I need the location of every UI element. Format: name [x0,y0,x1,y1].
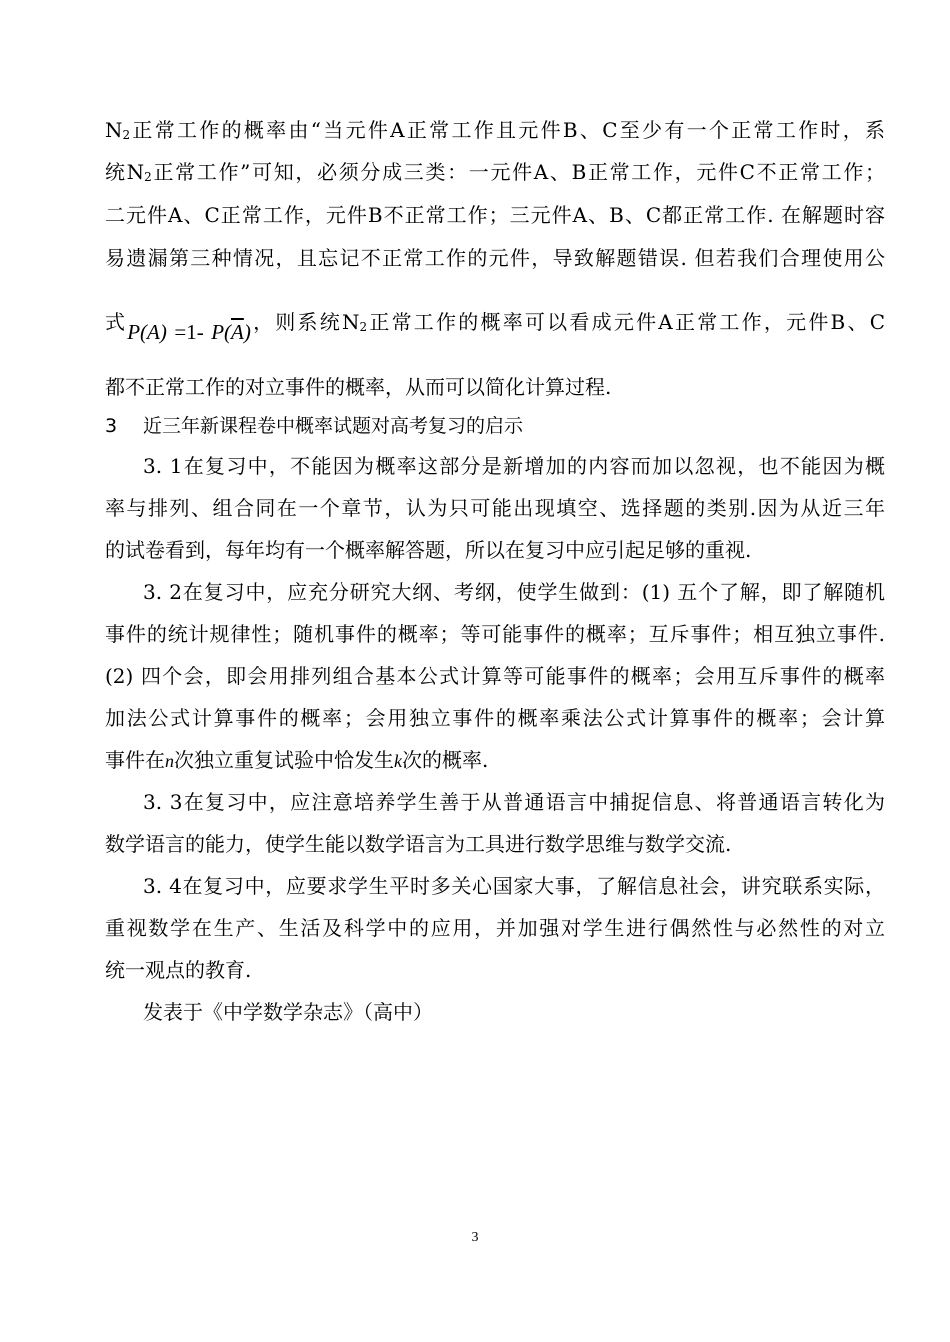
p32-line2: 事件的统计规律性；随机事件的概率；等可能事件的概率；互斥事件；相互独立事件. [105,622,885,646]
text: 正常工作的概率可以看成元件A正常工作，元件B、C [367,310,886,334]
publication-note: 发表于《中学数学杂志》（高中） [143,1000,433,1024]
para1-line4: 易遗漏第三种情况，且忘记不正常工作的元件，导致解题错误. 但若我们合理使用公 [105,246,885,270]
variable-k: k [394,751,402,771]
p31-line1: 3. 1在复习中，不能因为概率这部分是新增加的内容而加以忽视，也不能因为概 [143,454,885,478]
p33-line2: 数学语言的能力，使学生能以数学语言为工具进行数学思维与数学交流. [105,832,732,856]
p32-line1: 3. 2在复习中，应充分研究大纲、考纲，使学生做到：(1) 五个了解，即了解随机 [143,580,885,604]
formula-a-complement: $\overline{A}$ [231,320,244,344]
p34-line3: 统一观点的教育. [105,958,252,982]
p32-line3: (2) 四个会，即会用排列组合基本公式计算等可能事件的概率；会用互斥事件的概率 [105,664,885,688]
variable-n: n [165,751,174,771]
para1-line1 [105,110,885,150]
formula-p: P( [211,320,232,344]
text: 正常工作”可知，必须分成三类：一元件A、B正常工作，元件C不正常工作； [151,160,885,184]
section-number: 3 [105,415,118,437]
section-title: 近三年新课程卷中概率试题对高考复习的启示 [143,415,524,437]
text: 次独立重复试验中恰发生 [174,748,394,772]
subscript: 2 [122,128,131,142]
p34-line1: 3. 4在复习中，应要求学生平时多关心国家大事，了解信息社会，讲究联系实际， [143,874,885,898]
p32-line4: 加法公式计算事件的概率；会用独立事件的概率乘法公式计算事件的概率；会计算 [105,706,885,730]
text: 次的概率. [402,748,489,772]
text-n: N [105,118,123,142]
formula-eq: =1- [166,320,212,344]
p31-line3: 的试卷看到，每年均有一个概率解答题，所以在复习中应引起足够的重视. [105,538,752,562]
text: ，则系统N [250,310,360,334]
section-heading [105,406,885,446]
p31-line2: 率与排列、组合同在一个章节，认为只可能出现填空、选择题的类别.因为从近三年 [105,496,885,520]
page-number: 3 [471,1230,479,1245]
subscript: 2 [144,170,152,184]
text: 事件在 [105,748,165,772]
text: 式 [105,310,128,334]
text: 正常工作的概率由“当元件A正常工作且元件B、C至少有一个正常工作时，系 [130,118,885,142]
p34-line2: 重视数学在生产、生活及科学中的应用，并加强对学生进行偶然性与必然性的对立 [105,916,885,940]
text: 统N [105,160,145,184]
p32-line5 [105,740,885,781]
formula-close: ) [243,320,251,344]
subscript: 2 [359,320,368,334]
para1-line2 [105,152,885,192]
para1-line3: 二元件A、C正常工作，元件B不正常工作；三元件A、B、C都正常工作. 在解题时容 [105,203,885,227]
p33-line1: 3. 3在复习中，应注意培养学生善于从普通语言中捕捉信息、将普通语言转化为 [143,790,885,814]
formula-lhs: P(A) [127,320,167,344]
para1-line5 [105,302,885,342]
para1-line6: 都不正常工作的对立事件的概率，从而可以简化计算过程. [105,375,612,399]
probability-formula [127,320,251,344]
